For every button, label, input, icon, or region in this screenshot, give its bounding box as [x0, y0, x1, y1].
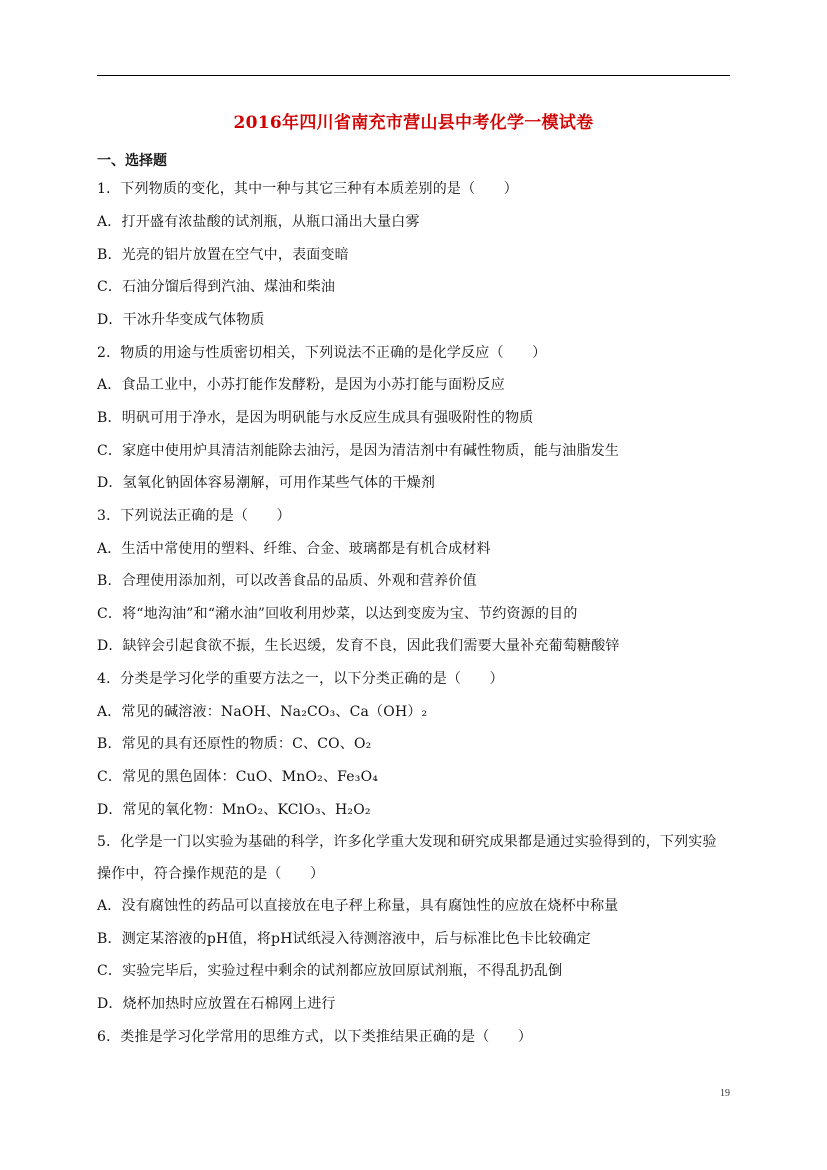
option-line: B．明矾可用于净水，是因为明矾能与水反应生成具有强吸附性的物质: [97, 410, 534, 426]
option-line: C．常见的黑色固体：CuO、MnO₂、Fe₃O₄: [97, 769, 379, 785]
option-line: A．打开盛有浓盐酸的试剂瓶，从瓶口涌出大量白雾: [97, 214, 420, 230]
option-line: D．常见的氧化物：MnO₂、KClO₃、H₂O₂: [97, 802, 371, 818]
option-line: B．合理使用添加剂，可以改善食品的品质、外观和营养价值: [97, 573, 477, 589]
option-line: D．缺锌会引起食欲不振，生长迟缓，发育不良，因此我们需要大量补充葡萄糖酸锌: [97, 638, 620, 654]
question-line: 5．化学是一门以实验为基础的科学，许多化学重大发现和研究成果都是通过实验得到的，下列实验: [97, 834, 717, 850]
option-line: A．生活中常使用的塑料、纤维、合金、玻璃都是有机合成材料: [97, 541, 491, 557]
question-line: 3．下列说法正确的是（ ）: [97, 508, 291, 524]
option-line: C．石油分馏后得到汽油、煤油和柴油: [97, 279, 336, 295]
question-line: 1．下列物质的变化，其中一种与其它三种有本质差别的是（ ）: [97, 181, 518, 197]
option-line: B．常见的具有还原性的物质：C、CO、O₂: [97, 736, 372, 752]
document-title: 2016年四川省南充市营山县中考化学一模试卷: [233, 113, 594, 133]
option-line: D．烧杯加热时应放置在石棉网上进行: [97, 996, 336, 1012]
option-line: D．氢氧化钠固体容易潮解，可用作某些气体的干燥剂: [97, 475, 436, 491]
question-line: 6．类推是学习化学常用的思维方式，以下类推结果正确的是（ ）: [97, 1029, 533, 1045]
option-line: C．实验完毕后，实验过程中剩余的试剂都应放回原试剂瓶，不得乱扔乱倒: [97, 963, 563, 979]
option-line: D．干冰升华变成气体物质: [97, 312, 265, 328]
page-number: 19: [720, 1088, 730, 1099]
question-line: 4．分类是学习化学的重要方法之一，以下分类正确的是（ ）: [97, 671, 504, 687]
question-line-continued: 操作中，符合操作规范的是（ ）: [97, 866, 325, 882]
option-line: A．食品工业中，小苏打能作发酵粉，是因为小苏打能与面粉反应: [97, 377, 505, 393]
option-line: A．常见的碱溶液：NaOH、Na₂CO₃、Ca（OH）₂: [97, 704, 428, 720]
option-line: B．测定某溶液的pH值，将pH试纸浸入待测溶液中，后与标准比色卡比较确定: [97, 931, 591, 947]
section-heading: 一、选择题: [97, 153, 167, 169]
option-line: B．光亮的铝片放置在空气中，表面变暗: [97, 247, 349, 263]
option-line: C．将“地沟油”和“潲水油”回收利用炒菜，以达到变废为宝、节约资源的目的: [97, 606, 578, 622]
option-line: C．家庭中使用炉具清洁剂能除去油污，是因为清洁剂中有碱性物质，能与油脂发生: [97, 443, 620, 459]
header-rule: [97, 75, 730, 76]
option-line: A．没有腐蚀性的药品可以直接放在电子秤上称量，具有腐蚀性的应放在烧杯中称量: [97, 898, 619, 914]
question-line: 2．物质的用途与性质密切相关，下列说法不正确的是化学反应（ ）: [97, 345, 547, 361]
